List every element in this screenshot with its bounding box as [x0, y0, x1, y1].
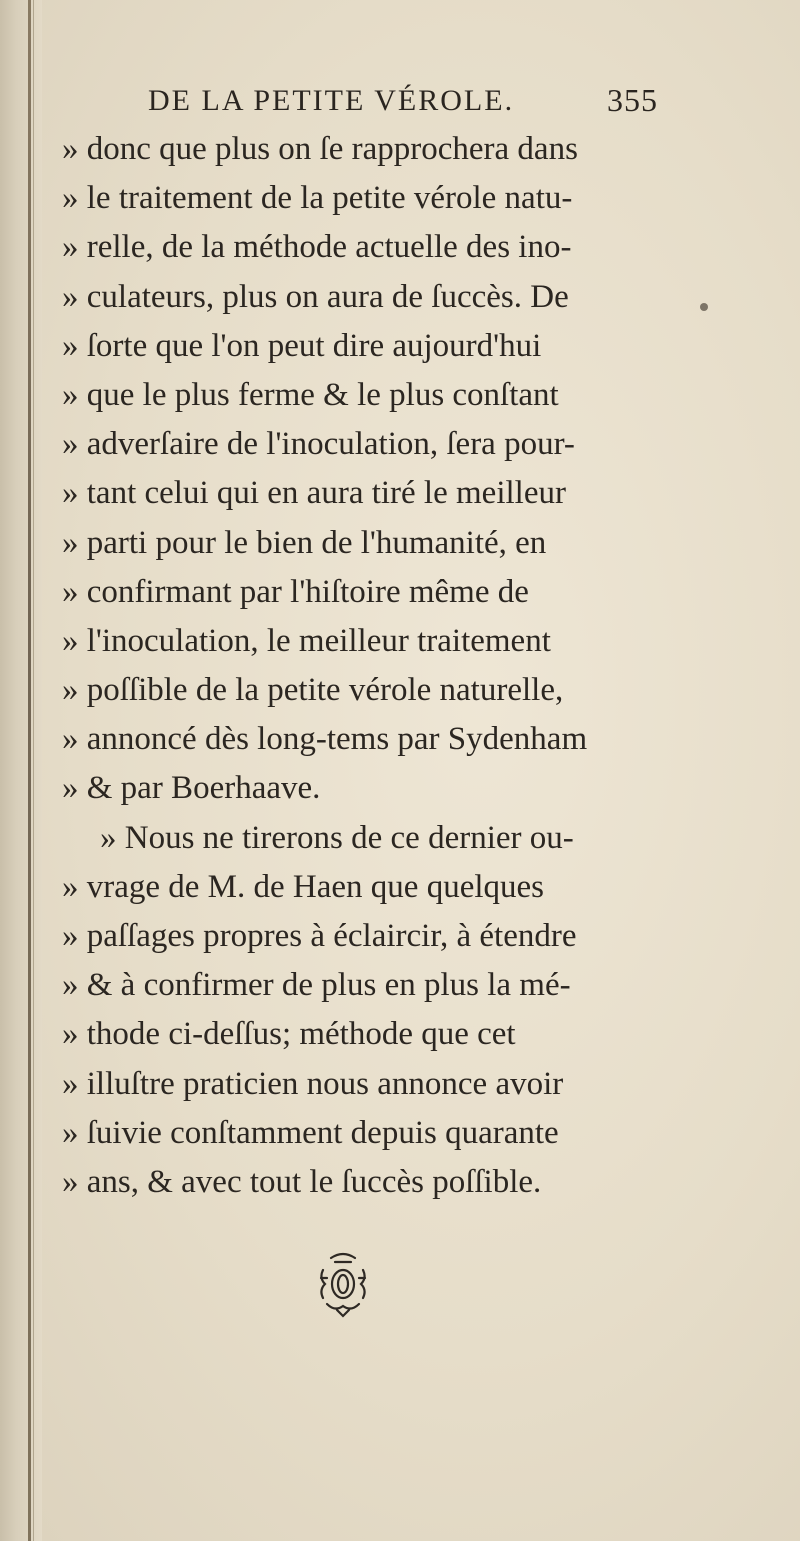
printers-ornament-icon: [313, 1248, 373, 1318]
text-line: » tant celui qui en aura tiré le meilleur: [62, 475, 566, 512]
text-line: » ſuivie conſtamment depuis quarante: [62, 1114, 559, 1151]
ink-spot: [700, 303, 708, 311]
text-line: » & à confirmer de plus en plus la mé-: [62, 967, 571, 1004]
text-line: » ans, & avec tout le ſuccès poſſible.: [62, 1163, 542, 1200]
text-line: » l'inoculation, le meilleur traitement: [62, 622, 551, 659]
book-gutter: [0, 0, 42, 1541]
text-line: » illuſtre praticien nous annonce avoir: [62, 1065, 564, 1102]
text-line: » poſſible de la petite vérole naturelle,: [62, 672, 564, 709]
text-line: » confirmant par l'hiſtoire même de: [62, 573, 529, 610]
page-header: [148, 78, 658, 122]
text-line: » parti pour le bien de l'humanité, en: [62, 524, 547, 561]
text-line: » ſorte que l'on peut dire aujourd'hui: [62, 327, 542, 364]
text-line: » vrage de M. de Haen que quelques: [62, 868, 544, 905]
text-line: » annoncé dès long-tems par Sydenham: [62, 721, 588, 758]
text-line: » donc que plus on ſe rapprochera dans: [62, 131, 578, 167]
text-line: » que le plus ferme & le plus conſtant: [62, 376, 559, 413]
text-line: » paſſages propres à éclaircir, à étendre: [62, 918, 577, 954]
text-line: » le traitement de la petite vérole natu-: [62, 180, 573, 217]
text-line-paragraph-start: » Nous ne tirerons de ce dernier ou-: [100, 819, 574, 856]
gutter-edge-line: [33, 0, 34, 1541]
text-line: » & par Boerhaave.: [62, 770, 321, 807]
text-line: » thode ci-deſſus; méthode que cet: [62, 1016, 516, 1053]
body-text: [62, 125, 642, 1207]
text-line: » adverſaire de l'inoculation, ſera pour-: [62, 426, 575, 463]
text-line: » culateurs, plus on aura de ſuccès. De: [62, 278, 569, 315]
running-title: DE LA PETITE VÉROLE.: [148, 84, 515, 117]
gutter-shadow-line: [28, 0, 31, 1541]
text-line: » relle, de la méthode actuelle des ino-: [62, 229, 572, 266]
page-number: 355: [607, 82, 658, 118]
